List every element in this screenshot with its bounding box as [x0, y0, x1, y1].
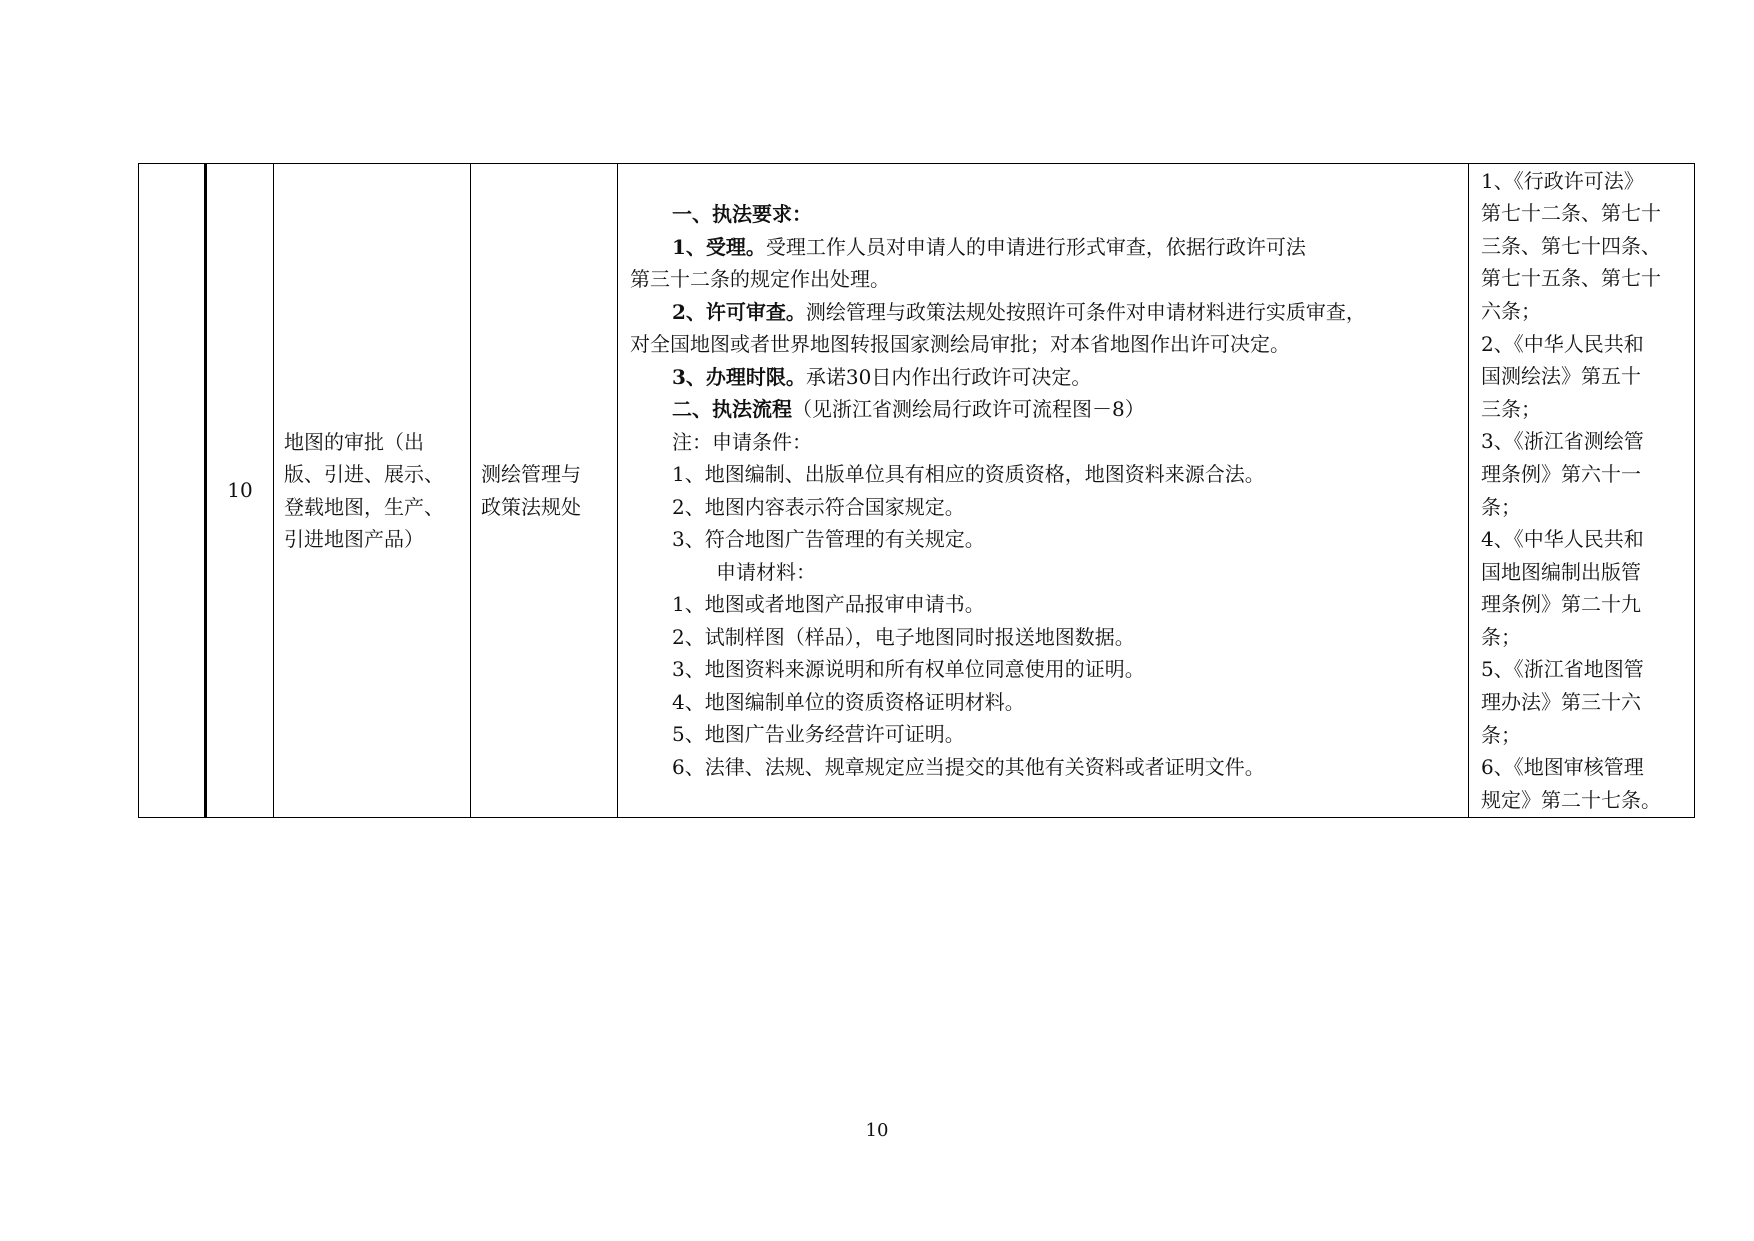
basis-line: 6、《地图审核管理	[1481, 755, 1644, 780]
paragraph-continuation: 对全国地图或者世界地图转报国家测绘局审批；对本省地图作出许可决定。	[630, 332, 1290, 356]
condition-item: 1、地图编制、出版单位具有相应的资质资格，地图资料来源合法。	[672, 462, 1265, 486]
blank-cell	[139, 164, 206, 818]
materials-title: 申请材料：	[716, 559, 816, 584]
basis-line: 三条；	[1481, 396, 1541, 421]
paragraph-continuation: 第三十二条的规定作出处理。	[630, 267, 890, 291]
paragraph-label: 2、许可审查。	[672, 299, 806, 324]
item-name-line: 版、引进、展示、	[284, 462, 444, 486]
material-item: 1、地图或者地图产品报审申请书。	[672, 592, 985, 616]
page-number: 10	[865, 1120, 889, 1141]
legal-basis-cell	[1469, 164, 1695, 818]
item-name-line: 登载地图，生产、	[284, 494, 444, 519]
paragraph-label: 1、受理。	[672, 234, 766, 259]
basis-line: 条；	[1481, 624, 1521, 649]
content-cell	[618, 164, 1469, 818]
basis-line: 理条例》第二十九	[1481, 592, 1641, 617]
paragraph-text: 测绘管理与政策法规处按照许可条件对申请材料进行实质审查，	[805, 299, 1366, 324]
basis-line: 第七十二条、第七十	[1481, 201, 1661, 226]
condition-item: 3、符合地图广告管理的有关规定。	[672, 527, 985, 551]
heading-text: 二、执法流程	[672, 397, 792, 421]
basis-line: 规定》第二十七条。	[1481, 787, 1661, 812]
department-line: 测绘管理与	[481, 462, 581, 486]
paragraph-time-limit	[630, 361, 1460, 394]
item-number-cell: 10	[206, 164, 274, 818]
paragraph-acceptance	[630, 231, 1460, 264]
material-item: 6、法律、法规、规章规定应当提交的其他有关资料或者证明文件。	[672, 754, 1265, 779]
basis-line: 4、《中华人民共和	[1481, 527, 1644, 552]
basis-line: 三条、第七十四条、	[1481, 233, 1661, 258]
item-name-cell	[274, 164, 471, 818]
basis-line: 第七十五条、第七十	[1481, 266, 1661, 291]
heading-enforcement-process	[630, 393, 1460, 426]
table-row	[139, 164, 1695, 818]
basis-line: 1、《行政许可法》	[1481, 168, 1644, 193]
heading-note: （见浙江省测绘局行政许可流程图－8）	[792, 397, 1145, 421]
material-item: 3、地图资料来源说明和所有权单位同意使用的证明。	[672, 657, 1145, 681]
item-name-line: 地图的审批（出	[284, 429, 424, 454]
conditions-title: 注：申请条件：	[672, 429, 812, 454]
basis-line: 3、《浙江省测绘管	[1481, 429, 1644, 454]
material-item: 5、地图广告业务经营许可证明。	[672, 722, 965, 746]
law-enforcement-table	[138, 163, 1695, 818]
basis-line: 条；	[1481, 722, 1521, 747]
paragraph-label: 3、办理时限。	[672, 364, 806, 389]
material-item: 2、试制样图（样品），电子地图同时报送地图数据。	[672, 624, 1135, 649]
condition-item: 2、地图内容表示符合国家规定。	[672, 494, 965, 519]
basis-line: 理条例》第六十一	[1481, 461, 1641, 486]
department-line: 政策法规处	[481, 494, 581, 519]
basis-line: 条；	[1481, 494, 1521, 519]
paragraph-review	[630, 296, 1460, 329]
basis-line: 国地图编制出版管	[1481, 559, 1641, 584]
basis-line: 六条；	[1481, 298, 1541, 323]
basis-line: 理办法》第三十六	[1481, 690, 1641, 715]
basis-line: 国测绘法》第五十	[1481, 364, 1641, 389]
department-cell	[471, 164, 618, 818]
basis-line: 5、《浙江省地图管	[1481, 657, 1644, 682]
material-item: 4、地图编制单位的资质资格证明材料。	[672, 689, 1025, 714]
item-name-line: 引进地图产品）	[284, 527, 424, 551]
basis-line: 2、《中华人民共和	[1481, 331, 1644, 356]
paragraph-text: 承诺30日内作出行政许可决定。	[805, 364, 1092, 389]
heading-enforcement-requirements: 一、执法要求：	[672, 202, 812, 226]
paragraph-text: 受理工作人员对申请人的申请进行形式审查，依据行政许可法	[765, 234, 1306, 259]
